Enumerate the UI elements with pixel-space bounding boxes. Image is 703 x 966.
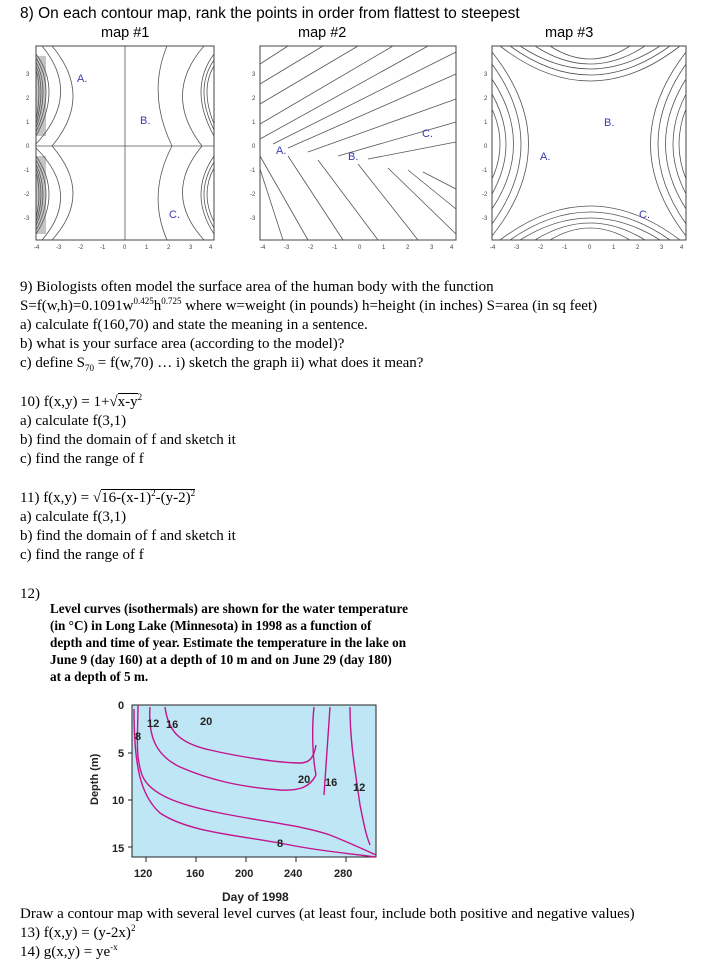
curve-label-20b: 20 [298, 774, 311, 786]
svg-text:1: 1 [484, 120, 488, 126]
map3-point-c: C. [639, 209, 650, 221]
ytick-0: 0 [118, 700, 125, 712]
svg-text:-2: -2 [538, 245, 544, 251]
q11-function: 11) $f(x,y) = √16-(x-1)^2-(y-2)^2$ [20, 488, 196, 506]
svg-text:-3: -3 [482, 216, 488, 222]
svg-text:-3: -3 [56, 245, 62, 251]
xtick-240: 240 [284, 868, 303, 880]
map2-point-b: B. [348, 151, 359, 163]
contour-map-2 [248, 44, 458, 254]
isotherm-chart [80, 695, 390, 910]
svg-text:-3: -3 [250, 216, 256, 222]
svg-text:0: 0 [588, 245, 592, 251]
svg-text:3: 3 [252, 72, 256, 78]
svg-text:2: 2 [484, 96, 488, 102]
svg-text:2: 2 [406, 245, 410, 251]
curve-label-12: 12 [147, 718, 160, 730]
svg-text:-2: -2 [24, 192, 30, 198]
svg-text:-1: -1 [562, 245, 568, 251]
svg-text:0: 0 [123, 245, 127, 251]
map2-point-c: C. [422, 128, 433, 140]
xtick-280: 280 [334, 868, 353, 880]
curve-label-16b: 16 [325, 777, 338, 789]
svg-text:-1: -1 [250, 168, 256, 174]
svg-text:3: 3 [430, 245, 434, 251]
svg-text:4: 4 [680, 245, 684, 251]
svg-text:1: 1 [252, 120, 256, 126]
svg-text:-2: -2 [482, 192, 488, 198]
svg-text:-2: -2 [308, 245, 314, 251]
map2-label: map #2 [298, 25, 347, 41]
q11-part-b: b) find the domain of f and sketch it [20, 528, 236, 544]
q10-part-c: c) find the range of f [20, 451, 144, 467]
svg-text:1: 1 [26, 120, 30, 126]
q9-part-b: b) what is your surface area (according to the model)? [20, 336, 345, 352]
svg-text:2: 2 [636, 245, 640, 251]
q10-function: 10) $f(x,y) = 1+√x-y^2$ [20, 392, 143, 410]
ytick-10: 10 [112, 795, 125, 807]
svg-text:0: 0 [484, 144, 488, 150]
map1-point-c: C. [169, 209, 180, 221]
svg-text:3: 3 [484, 72, 488, 78]
svg-text:-1: -1 [100, 245, 106, 251]
svg-text:-4: -4 [490, 245, 496, 251]
svg-text:3: 3 [26, 72, 30, 78]
chart-ylabel: Depth (m) [89, 753, 101, 805]
curve-label-16: 16 [166, 719, 179, 731]
svg-text:2: 2 [167, 245, 171, 251]
svg-text:2: 2 [26, 96, 30, 102]
contour-map-3 [480, 44, 690, 254]
svg-text:-1: -1 [482, 168, 488, 174]
curve-label-20: 20 [200, 716, 213, 728]
xtick-120: 120 [134, 868, 153, 880]
svg-text:-1: -1 [24, 168, 30, 174]
map3-point-b: B. [604, 117, 615, 129]
q12-text: Level curves (isothermals) are shown for the water temperature (in °C) in Long Lake (Minnesota) in 1998 as a function of depth and time of year. Estimate the temperature in the lake on June 9 (day 160) at a depth of 10 m and on June 29 (day 180) at a depth of 5 m. [50, 601, 408, 684]
q13-function: 13) $f(x,y) = (y-2x)^2$ [20, 923, 136, 941]
curve-label-8: 8 [135, 731, 142, 743]
q10-part-b: b) find the domain of f and sketch it [20, 432, 236, 448]
svg-text:-3: -3 [514, 245, 520, 251]
svg-text:0: 0 [252, 144, 256, 150]
xtick-160: 160 [186, 868, 205, 880]
map3-label: map #3 [545, 25, 594, 41]
svg-text:0: 0 [358, 245, 362, 251]
q14-function: 14) $g(x,y) = ye^{-x}$ [20, 942, 118, 960]
q9-part-a: a) calculate f(160,70) and state the meaning in a sentence. [20, 317, 368, 333]
svg-text:-4: -4 [260, 245, 266, 251]
svg-text:3: 3 [660, 245, 664, 251]
contour-instruction: Draw a contour map with several level curves (at least four, include both positive and negative values) [20, 906, 635, 922]
q11-part-a: a) calculate f(3,1) [20, 509, 127, 525]
q11-part-c: c) find the range of f [20, 547, 144, 563]
svg-text:0: 0 [26, 144, 30, 150]
map1-point-a: A. [77, 73, 88, 85]
svg-text:4: 4 [450, 245, 454, 251]
svg-text:3: 3 [189, 245, 193, 251]
svg-text:2: 2 [252, 96, 256, 102]
q9-part-c: c) define $S_{70} = f(w,70)$ … i) sketch the graph ii) what does it mean? [20, 355, 424, 373]
curve-label-12b: 12 [353, 782, 366, 794]
svg-text:-3: -3 [24, 216, 30, 222]
q8-title: 8) On each contour map, rank the points in order from flattest to steepest [20, 5, 520, 22]
svg-text:1: 1 [145, 245, 149, 251]
chart-xlabel: Day of 1998 [222, 890, 289, 904]
map3-point-a: A. [540, 151, 551, 163]
ytick-15: 15 [112, 843, 125, 855]
xtick-200: 200 [235, 868, 254, 880]
q9-formula: $S=f(w,h)=0.1091w^{0.425}h^{0.725}$ where w=weight (in pounds) h=height (in inches) S=area (in sq feet) [20, 296, 598, 314]
map1-label: map #1 [101, 25, 150, 41]
curve-label-8b: 8 [277, 838, 284, 850]
contour-map-1 [22, 44, 222, 254]
ytick-5: 5 [118, 748, 125, 760]
svg-text:4: 4 [209, 245, 213, 251]
svg-text:-4: -4 [34, 245, 40, 251]
map1-point-b: B. [140, 115, 151, 127]
svg-text:-2: -2 [250, 192, 256, 198]
svg-text:-2: -2 [78, 245, 84, 251]
svg-text:1: 1 [612, 245, 616, 251]
q12-number: 12) [20, 586, 40, 602]
svg-text:1: 1 [382, 245, 386, 251]
svg-text:-3: -3 [284, 245, 290, 251]
q10-part-a: a) calculate f(3,1) [20, 413, 127, 429]
map2-point-a: A. [276, 145, 287, 157]
svg-text:-1: -1 [332, 245, 338, 251]
q9-intro: 9) Biologists often model the surface area of the human body with the function [20, 279, 494, 295]
